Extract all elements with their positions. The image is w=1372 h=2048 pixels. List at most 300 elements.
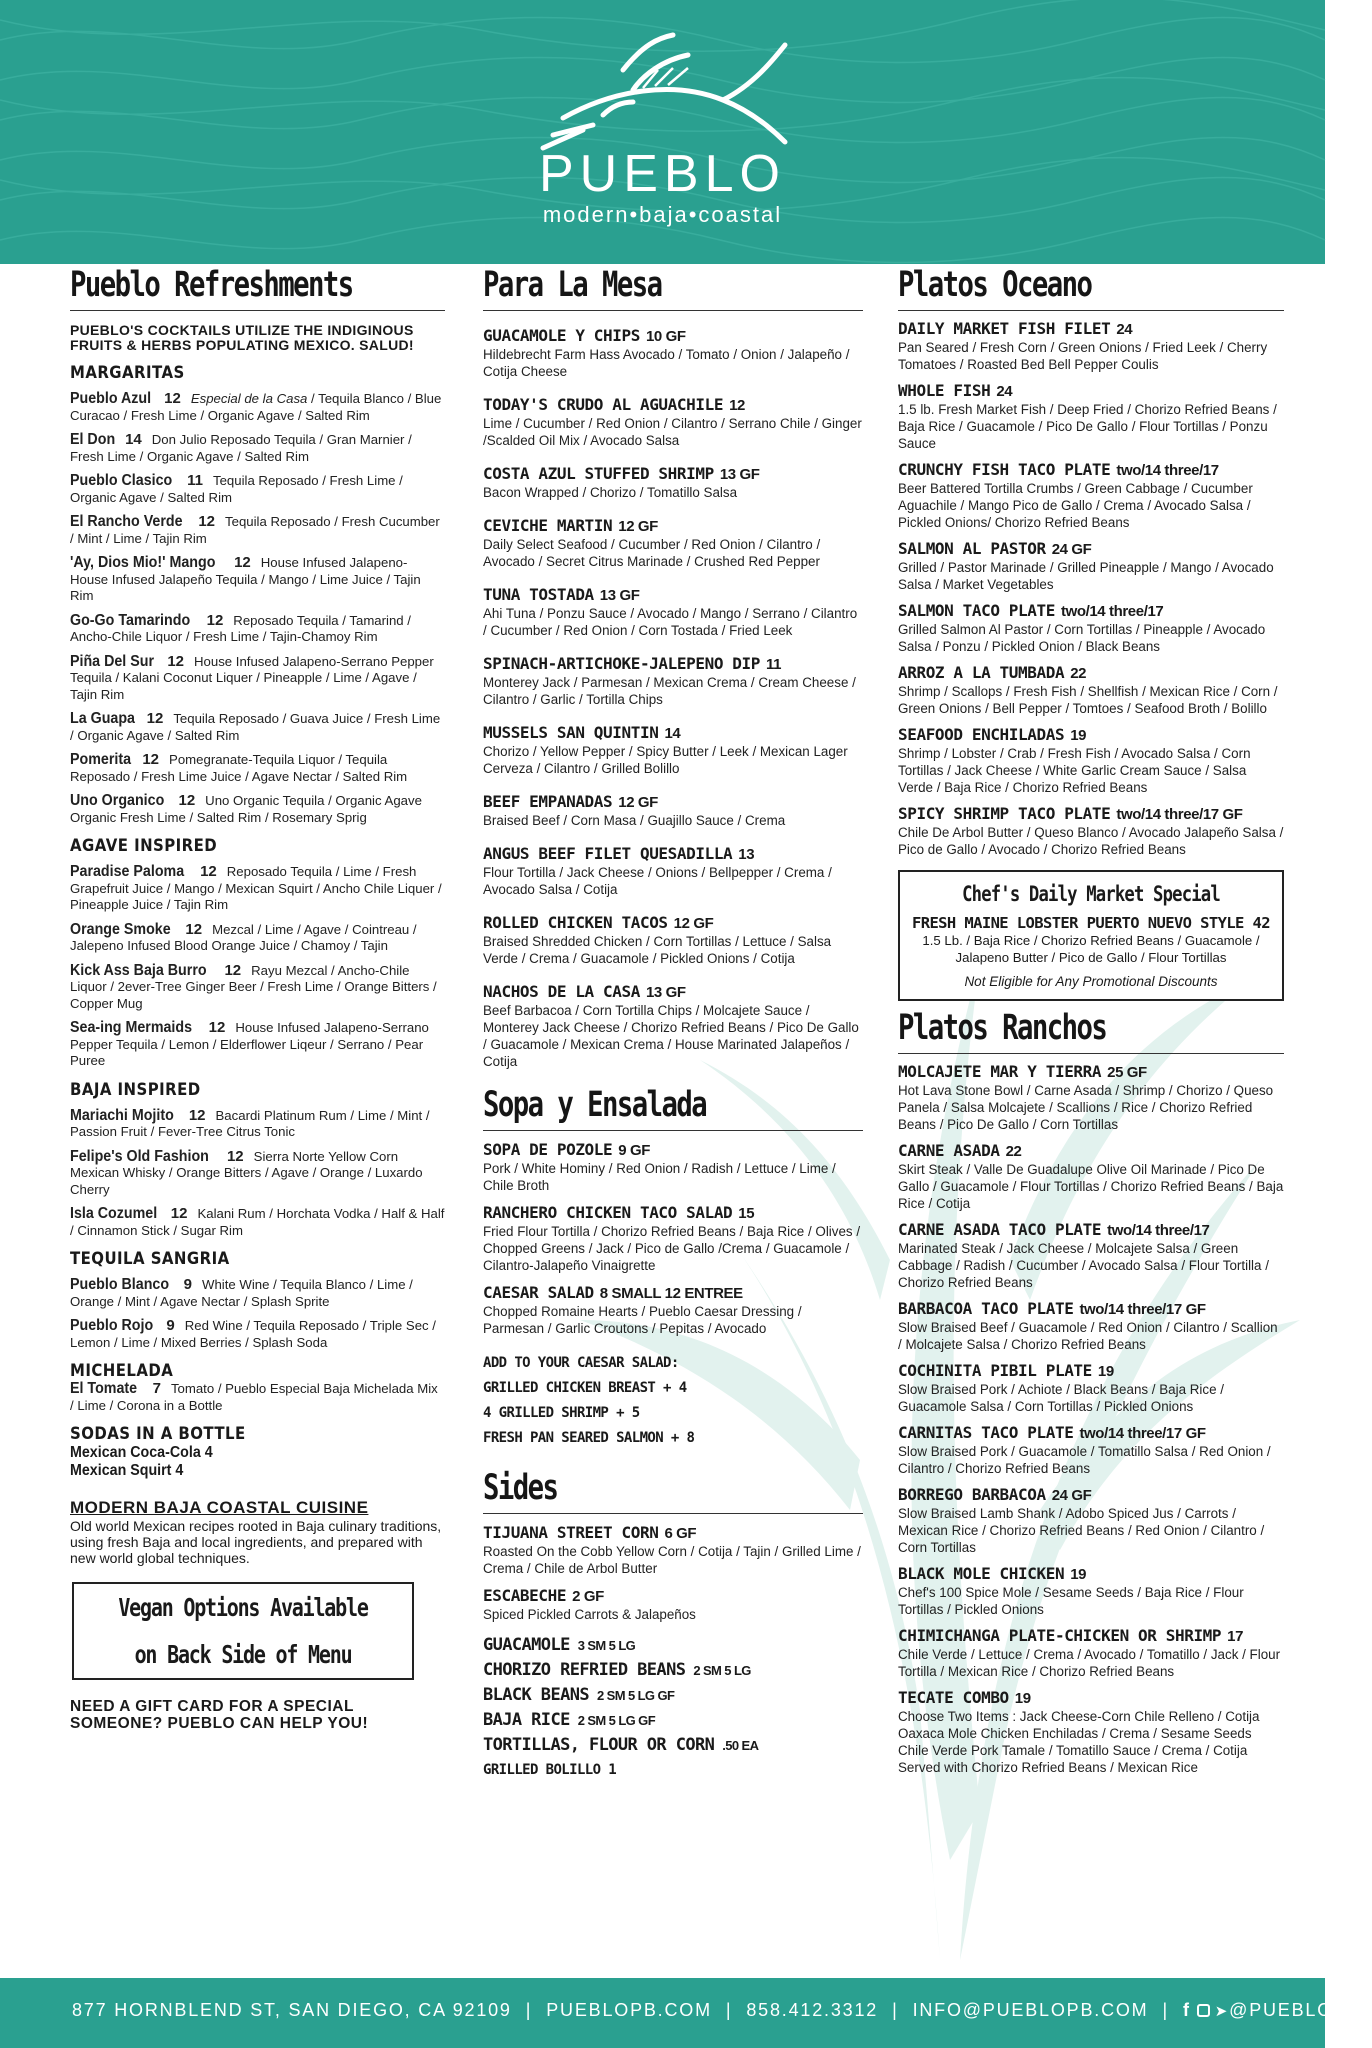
item-price: 11	[187, 472, 203, 489]
item-price: 12	[198, 513, 216, 530]
side-name: GUACAMOLE	[483, 1635, 570, 1655]
item-description: Chile Verde / Lettuce / Crema / Avocado / Tomatillo / Jack / Flour Tortilla / Mexican Rice / Chorizo Refried Beans	[898, 1647, 1281, 1679]
chef-special-description: 1.5 Lb. / Baja Rice / Chorizo Refried Beans / Guacamole / Jalapeno Butter / Pico de Gallo / Flour Tortillas	[922, 933, 1260, 965]
twitter-icon[interactable]: ➤	[1214, 2003, 1230, 2020]
item-name: Sea-ing Mermaids	[70, 1019, 193, 1036]
soups-salads-list	[483, 1140, 863, 1337]
item-price: 24 GF	[1051, 1487, 1092, 1504]
item-tagline: Especial de la Casa	[190, 391, 308, 406]
menu-item	[70, 711, 445, 744]
menu-item	[898, 804, 1284, 858]
subheading-sangria: TEQUILA SANGRIA	[70, 1249, 230, 1269]
item-description: Tequila Reposado / Guava Juice / Fresh Lime / Organic Agave / Salted Rim	[70, 711, 441, 743]
item-price: 2 GF	[572, 1588, 604, 1605]
section-title: Sopa y Ensalada	[483, 1085, 707, 1125]
item-description: Braised Beef / Corn Masa / Guajillo Sauce / Crema	[483, 813, 786, 828]
menu-item	[898, 1564, 1284, 1618]
item-name: WHOLE FISH	[898, 381, 991, 400]
menu-item	[70, 391, 445, 424]
item-description: Braised Shredded Chicken / Corn Tortillas / Lettuce / Salsa Verde / Crema / Guacamole / Pickled Onions / Cotija	[483, 934, 832, 966]
menu-item	[70, 1277, 445, 1310]
item-description: Chopped Romaine Hearts / Pueblo Caesar Dressing / Parmesan / Garlic Croutons / Pepitas / Avocado	[483, 1304, 802, 1336]
side-item	[483, 1708, 863, 1733]
item-name: CHIMICHANGA PLATE-CHICKEN OR SHRIMP	[898, 1626, 1222, 1645]
item-name: El Rancho Verde	[70, 513, 183, 530]
item-price: 19	[1014, 1690, 1031, 1707]
menu-item	[70, 1206, 445, 1239]
side-item	[483, 1658, 863, 1683]
modern-cuisine-title: MODERN BAJA COASTAL CUISINE	[70, 1498, 369, 1517]
chef-special-note: Not Eligible for Any Promotional Discounts	[964, 974, 1218, 989]
side-item	[483, 1683, 863, 1708]
item-name: TODAY'S CRUDO AL AGUACHILE	[483, 395, 724, 414]
item-name: COCHINITA PIBIL PLATE	[898, 1361, 1092, 1380]
item-line	[70, 1318, 445, 1351]
sides-list	[483, 1523, 863, 1623]
item-description: House Infused Jalapeno-House Infused Jalapeño Tequila / Mango / Lime Juice / Tajin Rim	[70, 555, 421, 603]
item-name: CRUNCHY FISH TACO PLATE	[898, 460, 1111, 479]
item-name: CEVICHE MARTIN	[483, 516, 613, 535]
item-line	[70, 1206, 445, 1239]
item-name: MOLCAJETE MAR Y TIERRA	[898, 1062, 1102, 1081]
item-title	[898, 539, 1284, 559]
side-name: BLACK BEANS	[483, 1685, 589, 1705]
side-item	[483, 1633, 863, 1658]
item-line	[70, 654, 445, 704]
addons-label: ADD TO YOUR CAESAR SALAD:	[483, 1355, 679, 1371]
item-name: RANCHERO CHICKEN TACO SALAD	[483, 1203, 733, 1222]
menu-item	[483, 723, 863, 777]
item-name: NACHOS DE LA CASA	[483, 982, 640, 1001]
item-name: SALMON TACO PLATE	[898, 601, 1055, 620]
item-name: TUNA TOSTADA	[483, 585, 594, 604]
item-title	[483, 723, 863, 743]
item-description: Shrimp / Lobster / Crab / Fresh Fish / Avocado Salsa / Corn Tortillas / Jack Cheese / White Garlic Cream Sauce / Salsa Verde / Baja Rice / Chorizo Refried Beans	[898, 746, 1251, 795]
seafood-list	[898, 319, 1284, 858]
side-size: 2 SM 5 LG GF	[596, 1688, 675, 1703]
item-price: 12	[188, 1106, 206, 1124]
item-price: 24 GF	[1051, 541, 1092, 558]
brand-tagline: modern•baja•coastal	[542, 202, 783, 227]
item-title	[898, 725, 1284, 745]
menu-item	[898, 1220, 1284, 1291]
item-title	[483, 1203, 863, 1223]
menu-item	[483, 844, 863, 898]
item-title	[898, 1688, 1284, 1708]
footer-contact	[72, 2000, 1372, 2021]
item-price: 12	[729, 397, 745, 414]
website-link[interactable]: PUEBLOPB.COM	[546, 2000, 712, 2020]
instagram-icon[interactable]	[1197, 2004, 1210, 2017]
item-description: Uno Organic Tequila / Organic Agave Organic Fresh Lime / Salted Rim / Rosemary Sprig	[70, 793, 422, 825]
item-line	[70, 514, 445, 547]
subheading-margaritas: MARGARITAS	[70, 363, 185, 383]
item-description: Grilled / Pastor Marinade / Grilled Pineapple / Mango / Avocado Salsa / Market Vegetables	[898, 560, 1274, 592]
item-line	[70, 922, 445, 955]
agave-list	[70, 864, 445, 1070]
menu-item	[70, 555, 445, 605]
menu-item	[70, 473, 445, 506]
subheading-sodas: SODAS IN A BOTTLE	[70, 1424, 246, 1444]
section-title: Sides	[483, 1468, 558, 1508]
menu-item	[483, 982, 863, 1070]
item-title	[483, 464, 863, 484]
divider	[898, 1053, 1284, 1054]
item-name: ARROZ A LA TUMBADA	[898, 663, 1065, 682]
item-name: Kick Ass Baja Burro	[70, 961, 207, 979]
item-line	[70, 555, 445, 605]
modern-cuisine-text: Old world Mexican recipes rooted in Baja culinary traditions, using fresh Baja and local ingredients, and prepared with new world global techniques.	[70, 1518, 442, 1566]
cocktails-intro: PUEBLO'S COCKTAILS UTILIZE THE INDIGINOUS FRUITS & HERBS POPULATING MEXICO. SALUD!	[70, 322, 414, 353]
item-description: Marinated Steak / Jack Cheese / Molcajete Salsa / Green Cabbage / Radish / Cucumber / Avocado Salsa / Flour Tortilla / Chorizo Refried Beans	[898, 1241, 1269, 1290]
item-price: 13 GF	[719, 466, 760, 483]
item-name: Pueblo Clasico	[70, 472, 173, 489]
item-price: 7	[152, 1380, 161, 1397]
item-description: Don Julio Reposado Tequila / Gran Marnier / Fresh Lime / Organic Agave / Salted Rim	[70, 432, 412, 464]
item-description: Slow Braised Pork / Achiote / Black Beans / Baja Rice / Guacamole Salsa / Corn Tortillas / Pickled Onions	[898, 1382, 1224, 1414]
item-price: two/14 three/17 GF	[1079, 1301, 1206, 1318]
menu-item	[70, 963, 445, 1013]
brand-name: PUEBLO	[539, 145, 786, 203]
item-price: 12	[208, 1019, 226, 1036]
item-price: 12	[146, 710, 164, 727]
item-name: COSTA AZUL STUFFED SHRIMP	[483, 464, 714, 483]
menu-item	[483, 464, 863, 501]
item-description: Roasted On the Cobb Yellow Corn / Cotija / Tajin / Grilled Lime / Crema / Chile de Arbol Butter	[483, 1544, 861, 1576]
item-price: 24	[996, 383, 1013, 400]
item-price: 12	[200, 863, 217, 880]
item-description: Lime / Cucumber / Red Onion / Cilantro / Serrano Chile / Ginger /Scalded Oil Mix / Avocado Salsa	[483, 416, 862, 448]
vegan-options-box	[72, 1582, 414, 1680]
menu-item	[70, 432, 445, 465]
divider	[483, 310, 863, 311]
item-description: Shrimp / Scallops / Fresh Fish / Shellfish / Mexican Rice / Corn / Green Onions / Bell Pepper / Tomtoes / Seafood Broth / Bolillo	[898, 684, 1278, 716]
item-description: Slow Braised Lamb Shank / Adobo Spiced Jus / Carrots / Mexican Rice / Chorizo Refried Beans / Red Onion / Cilantro / Corn Tortillas	[898, 1506, 1265, 1555]
item-name: BORREGO BARBACOA	[898, 1485, 1046, 1504]
refreshments-column	[70, 264, 445, 1732]
item-line	[70, 711, 445, 744]
menu-item	[483, 1283, 863, 1337]
item-name: SALMON AL PASTOR	[898, 539, 1046, 558]
item-name: BLACK MOLE CHICKEN	[898, 1564, 1065, 1583]
item-title	[483, 792, 863, 812]
item-description: Grilled Salmon Al Pastor / Corn Tortillas / Pineapple / Avocado Salsa / Ponzu / Pickled Onion / Black Beans	[898, 622, 1266, 654]
item-description: / Tequila Blanco / Blue Curacao / Fresh Lime / Organic Agave / Salted Rim	[70, 391, 442, 423]
item-price: 22	[1070, 665, 1087, 682]
item-name: CARNE ASADA TACO PLATE	[898, 1220, 1102, 1239]
menu-item	[483, 585, 863, 639]
menu-item	[898, 460, 1284, 531]
item-price: 12	[164, 390, 181, 407]
menu-item	[483, 1586, 863, 1623]
item-description: White Wine / Tequila Blanco / Lime / Orange / Mint / Agave Nectar / Splash Sprite	[70, 1277, 413, 1309]
chef-special-title: Chef's Daily Market Special	[962, 882, 1220, 906]
item-price: 12	[234, 554, 251, 571]
item-price: 13 GF	[599, 587, 640, 604]
item-price: 9 GF	[618, 1142, 651, 1159]
divider	[70, 310, 445, 311]
item-price: 9	[166, 1317, 175, 1334]
item-price: 17	[1227, 1628, 1244, 1645]
item-line	[70, 1149, 445, 1199]
item-description: Chef's 100 Spice Mole / Sesame Seeds / Baja Rice / Flour Tortillas / Pickled Onions	[898, 1585, 1244, 1617]
item-name: ANGUS BEEF FILET QUESADILLA	[483, 844, 733, 863]
item-title	[483, 1523, 863, 1543]
side-size: 3 SM 5 LG	[577, 1638, 636, 1653]
item-price: 19	[1097, 1363, 1114, 1380]
divider: |	[1162, 2000, 1169, 2020]
menu-item	[70, 864, 445, 914]
item-title	[898, 1485, 1284, 1505]
item-name: Paradise Paloma	[70, 863, 185, 880]
subheading-agave: AGAVE INSPIRED	[70, 836, 218, 856]
item-description: Skirt Steak / Valle De Guadalupe Olive Oil Marinade / Pico De Gallo / Guacamole / Flour Tortillas / Chorizo Refried Beans / Baja Rice / Cotija	[898, 1162, 1284, 1211]
item-name: La Guapa	[70, 710, 135, 727]
item-price: 11	[766, 656, 782, 673]
item-name: SOPA DE POZOLE	[483, 1140, 613, 1159]
item-line	[70, 1277, 445, 1310]
item-name: Pueblo Azul	[70, 390, 152, 407]
phone-link[interactable]: 858.412.3312	[746, 2000, 879, 2020]
menu-item	[70, 1020, 445, 1070]
item-description: Bacardi Platinum Rum / Lime / Mint / Passion Fruit / Fever-Tree Citrus Tonic	[70, 1107, 430, 1139]
item-title	[898, 1141, 1284, 1161]
item-description: Beef Barbacoa / Corn Tortilla Chips / Molcajete Sauce / Monterey Jack Cheese / Chorizo Refried Beans / Pico De Gallo / Guacamole / Mexican Crema / House Marinated Jalapeños / Cotija	[483, 1003, 859, 1069]
item-description: Chile De Arbol Butter / Queso Blanco / Avocado Jalapeño Salsa / Pico de Gallo / Avocado / Chorizo Refried Beans	[898, 825, 1284, 857]
menu-item	[898, 1423, 1284, 1477]
pueblo-logo[interactable]	[0, 30, 1325, 228]
menu-item	[898, 539, 1284, 593]
item-name: El Don	[70, 431, 116, 448]
item-title	[483, 654, 863, 674]
item-price: 12 GF	[673, 915, 714, 932]
item-price: 12	[142, 751, 160, 768]
item-title	[898, 601, 1284, 621]
addon-item: 4 GRILLED SHRIMP + 5	[483, 1405, 640, 1421]
item-price: 13	[738, 846, 755, 863]
para-la-mesa-column	[483, 264, 863, 1783]
item-name: El Tomate	[70, 1380, 138, 1397]
item-description: Flour Tortilla / Jack Cheese / Onions / Bellpepper / Crema / Avocado Salsa / Cotija	[483, 865, 832, 897]
item-line	[70, 473, 445, 506]
item-price: 24	[1116, 321, 1133, 338]
side-size: 2 SM 5 LG GF	[577, 1713, 656, 1728]
item-price: 19	[1070, 1566, 1087, 1583]
item-description: Kalani Rum / Horchata Vodka / Half & Half / Cinnamon Stick / Sugar Rim	[70, 1206, 445, 1238]
menu-item	[898, 381, 1284, 452]
item-name: DAILY MARKET FISH FILET	[898, 319, 1111, 338]
item-title	[483, 844, 863, 864]
item-description: House Infused Jalapeno-Serrano Pepper Tequila / Lemon / Elderflower Liqeur / Serrano / Pear Puree	[70, 1020, 429, 1068]
item-price: two/14 three/17	[1116, 462, 1219, 479]
item-description: House Infused Jalapeno-Serrano Pepper Tequila / Kalani Coconut Liquer / Pineapple / Lime / Agave / Tajin Rim	[70, 653, 434, 702]
item-name: Orange Smoke	[70, 920, 171, 938]
item-description: Slow Braised Pork / Guacamole / Tomatillo Salsa / Red Onion / Cilantro / Chorizo Refried Beans	[898, 1444, 1271, 1476]
menu-item	[898, 1299, 1284, 1353]
item-title	[898, 1361, 1284, 1381]
menu-item	[898, 1688, 1284, 1776]
item-title	[898, 1299, 1284, 1319]
item-name: MUSSELS SAN QUINTIN	[483, 723, 659, 742]
item-title	[898, 1062, 1284, 1082]
item-description: Daily Select Seafood / Cucumber / Red Onion / Cilantro / Avocado / Secret Citrus Marinade / Crushed Red Pepper	[483, 537, 821, 569]
item-line	[70, 793, 445, 826]
item-description: Reposado Tequila / Lime / Fresh Grapefruit Juice / Mango / Mexican Squirt / Ancho Chile Liquer / Pineapple Juice / Tajin Rim	[70, 864, 442, 912]
item-price: 14	[664, 725, 681, 742]
item-title	[483, 516, 863, 536]
menu-item	[70, 1381, 445, 1414]
item-price: 6 GF	[664, 1525, 697, 1542]
section-title: Platos Ranchos	[898, 1008, 1107, 1048]
subheading-baja: BAJA INSPIRED	[70, 1079, 201, 1100]
item-title	[898, 1564, 1284, 1584]
item-description: Tequila Reposado / Fresh Lime / Organic Agave / Salted Rim	[70, 473, 403, 505]
item-name: ROLLED CHICKEN TACOS	[483, 913, 668, 932]
item-name: CARNITAS TACO PLATE	[898, 1423, 1074, 1442]
item-name: CAESAR SALAD	[483, 1283, 594, 1302]
item-title	[898, 1626, 1284, 1646]
side-size: 2 SM 5 LG	[693, 1663, 751, 1678]
section-title: Platos Oceano	[898, 265, 1092, 305]
item-description: Sierra Norte Yellow Corn Mexican Whisky / Orange Bitters / Agave / Orange / Luxardo Cherry	[70, 1148, 423, 1197]
item-price: 10 GF	[645, 328, 686, 345]
menu-item	[483, 516, 863, 570]
item-description: Rayu Mezcal / Ancho-Chile Liquor / 2ever-Tree Ginger Beer / Fresh Lime / Orange Bitters / Copper Mug	[70, 962, 437, 1011]
side-name: BAJA RICE	[483, 1710, 570, 1730]
item-description: Reposado Tequila / Tamarind / Ancho-Chile Liquor / Fresh Lime / Tajin-Chamoy Rim	[70, 612, 411, 644]
item-description: Slow Braised Beef / Guacamole / Red Onion / Cilantro / Scallion / Molcajete Salsa / Chorizo Refried Beans	[898, 1320, 1278, 1352]
item-description: Beer Battered Tortilla Crumbs / Green Cabbage / Cucumber Aguachile / Mango Pico de Gallo / Crema / Avocado Salsa / Pickled Onions/ Chorizo Refried Beans	[898, 481, 1253, 530]
menu-item	[898, 1626, 1284, 1680]
item-price: 14	[125, 431, 142, 448]
divider: |	[725, 2000, 733, 2020]
sangria-list	[70, 1277, 445, 1351]
sides-size-list	[483, 1633, 863, 1758]
gift-card-note: NEED A GIFT CARD FOR A SPECIAL SOMEONE? PUEBLO CAN HELP YOU!	[70, 1698, 369, 1732]
item-title	[898, 381, 1284, 401]
item-name: ESCABECHE	[483, 1586, 567, 1605]
side-name: CHORIZO REFRIED BEANS	[483, 1660, 686, 1680]
item-price: 12	[178, 792, 196, 809]
item-description: Spiced Pickled Carrots & Jalapeños	[483, 1607, 696, 1622]
item-description: Pork / White Hominy / Red Onion / Radish / Lettuce / Lime / Chile Broth	[483, 1161, 836, 1193]
facebook-icon[interactable]: f	[1182, 2000, 1191, 2020]
menu-item	[898, 1062, 1284, 1133]
item-name: TECATE COMBO	[898, 1688, 1009, 1707]
menu-item	[483, 1203, 863, 1274]
item-line	[70, 391, 445, 424]
addon-item: FRESH PAN SEARED SALMON + 8	[483, 1430, 695, 1446]
menu-item	[898, 601, 1284, 655]
item-description: Mezcal / Lime / Agave / Cointreau / Jalepeno Infused Blood Orange Juice / Chamoy / Tajin	[70, 921, 417, 953]
item-title	[898, 804, 1284, 824]
item-price: two/14 three/17	[1060, 603, 1164, 620]
divider	[483, 1130, 863, 1131]
menu-item	[70, 654, 445, 704]
item-price: 9	[183, 1276, 192, 1293]
item-name: Mariachi Mojito	[70, 1106, 174, 1124]
item-line	[70, 864, 445, 914]
soda-item: Mexican Squirt 4	[70, 1462, 184, 1479]
item-name: Felipe's Old Fashion	[70, 1147, 209, 1165]
menu-item	[483, 326, 863, 380]
item-name: SPINACH-ARTICHOKE-JALEPENO DIP	[483, 654, 760, 673]
side-size: .50 EA	[722, 1738, 759, 1753]
header-banner	[0, 0, 1325, 264]
item-line	[70, 1108, 445, 1141]
item-line	[70, 1020, 445, 1070]
item-price: 12 GF	[618, 518, 658, 535]
item-description: Bacon Wrapped / Chorizo / Tomatillo Salsa	[483, 485, 738, 500]
vegan-line-1: Vegan Options Available	[118, 1593, 368, 1622]
item-name: Go-Go Tamarindo	[70, 611, 191, 629]
vegan-line-2: on Back Side of Menu	[134, 1640, 352, 1669]
item-name: Piña Del Sur	[70, 652, 155, 670]
item-line	[70, 613, 445, 646]
subheading-michelada: MICHELADA	[70, 1361, 174, 1381]
divider: |	[892, 2000, 899, 2020]
chef-special-box	[898, 870, 1284, 1001]
item-price: 12	[206, 611, 224, 629]
item-name: Pueblo Rojo	[70, 1317, 154, 1334]
item-price: 12 GF	[618, 794, 658, 811]
menu-item	[483, 913, 863, 967]
item-description: Chorizo / Yellow Pepper / Spicy Butter / Leek / Mexican Lager Cerveza / Cilantro / Grilled Bolillo	[483, 744, 848, 776]
menu-item	[70, 752, 445, 785]
menu-item	[483, 654, 863, 708]
menu-item	[898, 1141, 1284, 1212]
email-link[interactable]: INFO@PUEBLOPB.COM	[912, 2000, 1149, 2020]
item-name: 'Ay, Dios Mio!' Mango	[70, 554, 216, 571]
social-handle[interactable]: @PUEBLO_PB	[1229, 2000, 1372, 2020]
menu-item	[898, 725, 1284, 796]
item-title	[898, 1220, 1284, 1240]
item-title	[483, 913, 863, 933]
marlin-icon	[523, 30, 803, 150]
menu-item	[898, 1361, 1284, 1415]
item-title	[483, 326, 863, 346]
menu-item	[483, 792, 863, 829]
ranchos-list	[898, 1062, 1284, 1776]
item-name: Pomerita	[70, 751, 132, 768]
item-price: 13 GF	[645, 984, 686, 1001]
item-name: SPICY SHRIMP TACO PLATE	[898, 804, 1111, 823]
item-title	[483, 982, 863, 1002]
item-title	[483, 1283, 863, 1303]
item-title	[898, 319, 1284, 339]
item-description: Hot Lava Stone Bowl / Carne Asada / Shrimp / Chorizo / Queso Panela / Salsa Molcajete / Scallions / Rice / Chorizo Refried Beans / Pico De Gallo / Corn Tortillas	[898, 1083, 1274, 1132]
menu-item	[70, 1149, 445, 1199]
item-description: Tequila Reposado / Fresh Cucumber / Mint / Lime / Tajin Rim	[70, 514, 440, 546]
item-name: GUACAMOLE Y CHIPS	[483, 326, 640, 345]
chef-special-item: FRESH MAINE LOBSTER PUERTO NUEVO STYLE 42	[911, 914, 1270, 932]
menu-item	[483, 395, 863, 449]
section-title: Para La Mesa	[483, 265, 662, 305]
item-price: 12	[185, 920, 203, 938]
item-description: Tomato / Pueblo Especial Baja Michelada Mix / Lime / Corona in a Bottle	[70, 1381, 438, 1413]
platos-column	[898, 264, 1284, 1776]
item-description: Fried Flour Tortilla / Chorizo Refried Beans / Baja Rice / Olives / Chopped Greens / Jack / Pico de Gallo /Crema / Guacamole / Cilantro-Jalapeño Vinaigrette	[483, 1224, 861, 1273]
item-description: Pomegranate-Tequila Liquor / Tequila Reposado / Fresh Lime Juice / Agave Nectar / Salted Rim	[70, 752, 408, 784]
item-price: 19	[1070, 727, 1087, 744]
item-price: 22	[1005, 1143, 1022, 1160]
menu-item	[70, 793, 445, 826]
item-title	[483, 395, 863, 415]
item-name: TIJUANA STREET CORN	[483, 1523, 659, 1542]
menu-item	[70, 514, 445, 547]
item-title	[483, 1586, 863, 1606]
item-price: two/14 three/17 GF	[1116, 806, 1243, 823]
